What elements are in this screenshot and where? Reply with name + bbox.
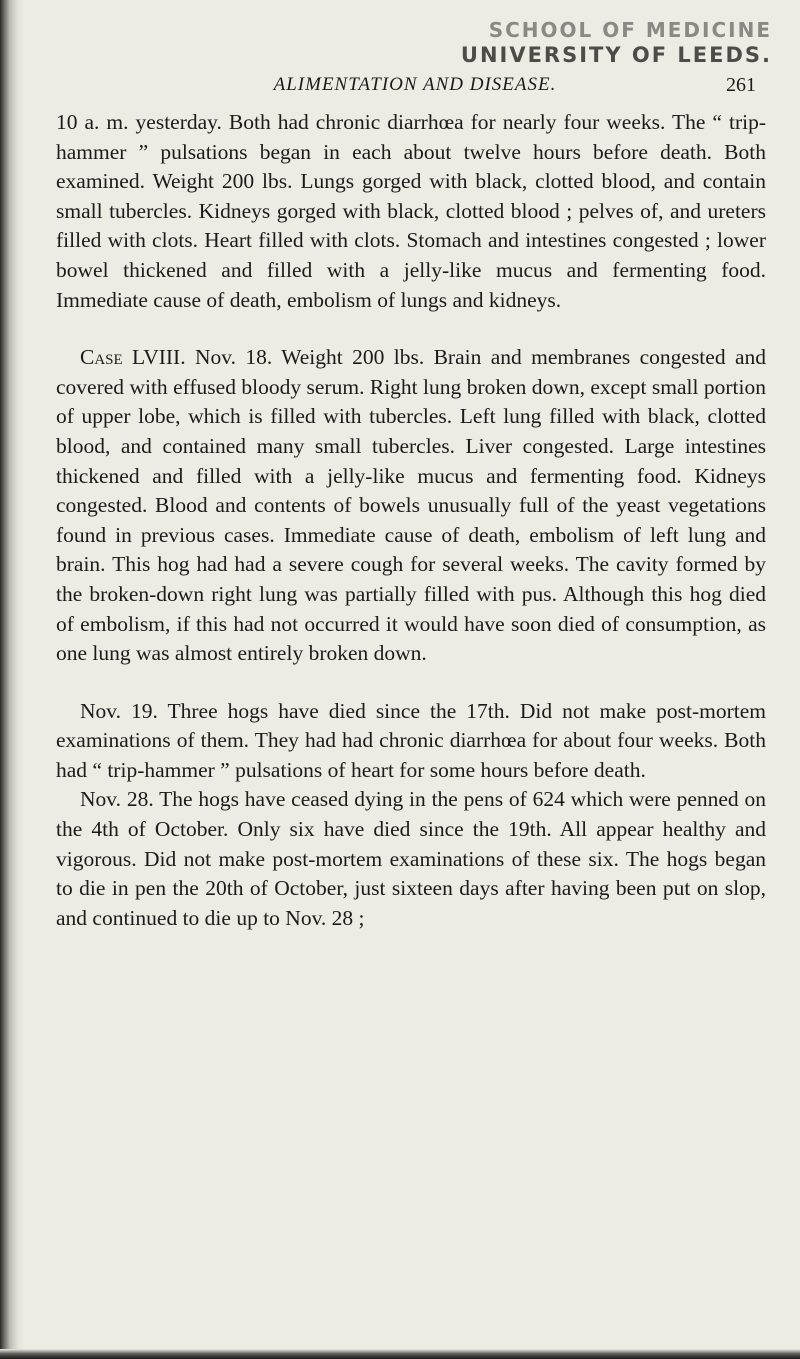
page-binding-shadow	[0, 0, 24, 1359]
paragraph-nov-28: Nov. 28. The hogs have ceased dying in the pens of 624 which were penned on the 4th of October. Only six have died since the 19th. All appear healthy and vigorous. Did not make post-mortem examinations of these six. The hogs began to die in pen the 20th of October, just sixteen days after having been put on slop, and continued to die up to Nov. 28 ;	[56, 787, 766, 930]
case-label: Case LVIII.	[80, 345, 186, 370]
case-text: Nov. 18. Weight 200 lbs. Brain and membranes congested and covered with effused bloody serum. Right lung broken down, except small portion of upper lobe, which is filled with tubercles. Left lung filled with black, clotted blood, and contained many small tubercles. Liver congested. Large intestines thickened and filled with a jelly-like mucus and fermenting food. Kidneys congested. Blood and contents of bowels unusually full of the yeast vegetations found in previous cases. Immediate cause of death, embolism of left lung and brain. This hog had had a severe cough for several weeks. The cavity formed by the broken-down right lung was partially filled with pus. Although this hog died of embolism, if this had not occurred it would have soon died of consumption, as one lung was almost entirely broken down.	[56, 345, 766, 666]
paragraph-case-lviii	[56, 343, 766, 669]
stamp-university-line: UNIVERSITY OF LEEDS.	[460, 43, 772, 67]
page-bottom-shadow	[0, 1349, 800, 1359]
page-body	[56, 108, 766, 933]
running-title: ALIMENTATION AND DISEASE.	[273, 74, 557, 95]
stamp-school-line: SCHOOL OF MEDICINE	[488, 18, 772, 42]
running-header	[64, 70, 766, 102]
paragraph-nov-19: Nov. 19. Three hogs have died since the 17th. Did not make post-mortem examinations of them. They had had chronic diarrhœa for about four weeks. Both had “ trip-hammer ” pulsations of heart for some hours before death.	[56, 698, 766, 782]
paragraph-continuation: 10 a. m. yesterday. Both had chronic diarrhœa for nearly four weeks. The “ trip-hammer ” pulsations began in each about twelve hours before death. Both examined. Weight 200 lbs. Lungs gorged with black, clotted blood, and contain small tubercles. Kidneys gorged with black, clotted blood ; pelves of, and ureters filled with clots. Heart filled with clots. Stomach and intestines congested ; lower bowel thickened and filled with a jelly-like mucus and fermenting food. Immediate cause of death, embolism of lungs and kidneys.	[56, 110, 766, 312]
page-number: 261	[726, 74, 756, 96]
library-stamp	[461, 18, 772, 68]
